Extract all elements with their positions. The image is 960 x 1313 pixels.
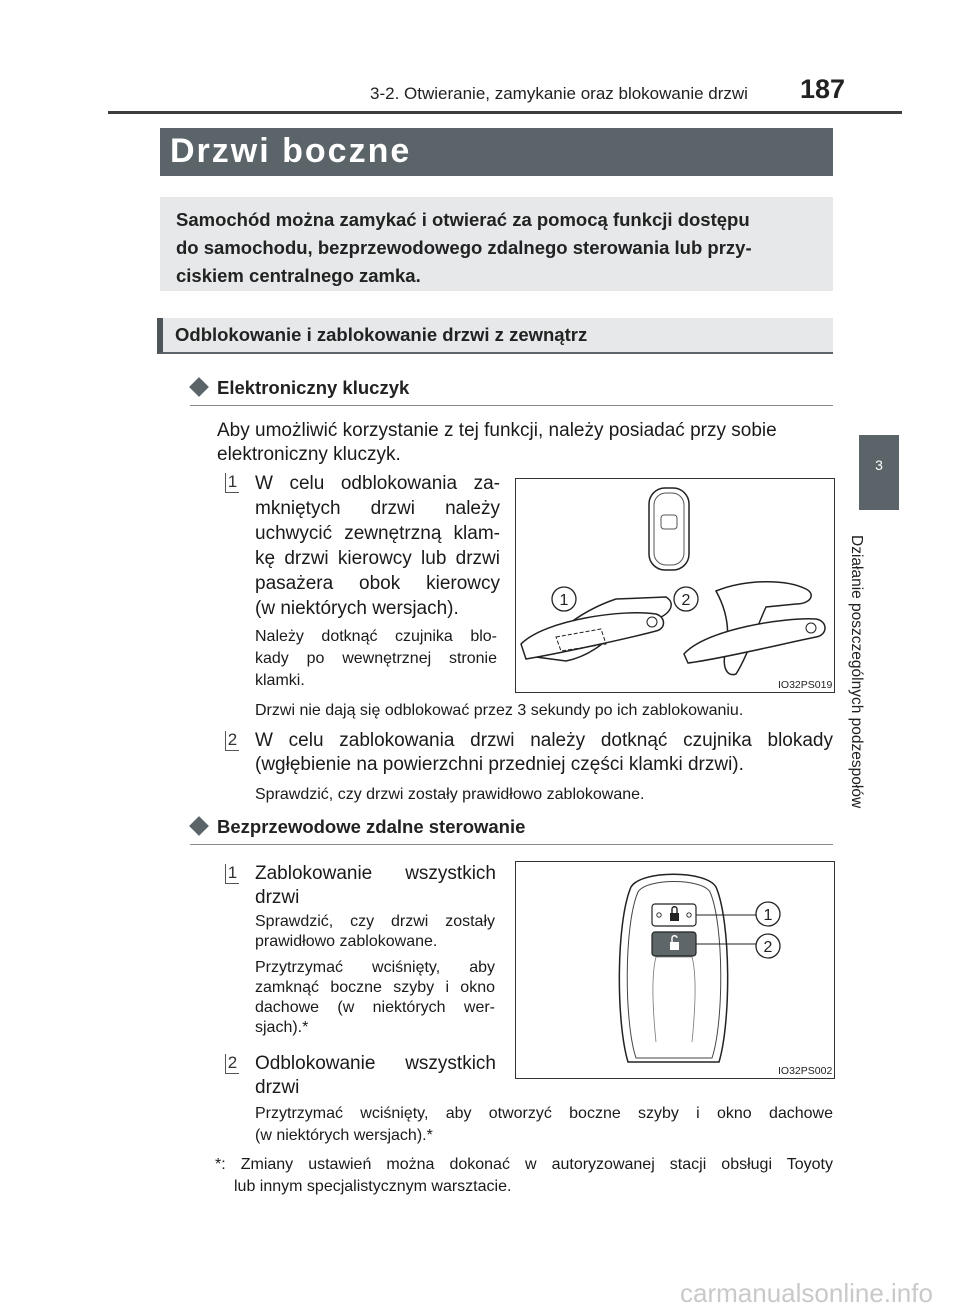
s1-item1-note-line: kady po wewnętrznej stronie (255, 650, 497, 667)
diamond-bullet-icon (189, 816, 209, 836)
section1-lead-line: Aby umożliwić korzystanie z tej funkcji, należy posiadać przy sobie (217, 420, 777, 441)
page-title: Drzwi boczne (170, 132, 412, 170)
page-number: 187 (800, 74, 846, 104)
s2-item1-note2-line: dachowe (w niektórych wer- (255, 999, 495, 1016)
s1-item1-note-line: Należy dotknąć czujnika blo- (255, 628, 497, 645)
s1-item1-line: mkniętych drzwi należy (255, 498, 500, 519)
s1-item1-note2: Drzwi nie dają się odblokować przez 3 sekundy po ich zablokowaniu. (255, 702, 744, 719)
s2-item2-line: drzwi (255, 1077, 300, 1098)
figure-code: IO32PS019 (778, 679, 833, 691)
intro-line: ciskiem centralnego zamka. (176, 265, 421, 286)
callout-2: 2 (763, 939, 773, 956)
s1-item2-note: Sprawdzić, czy drzwi zostały prawidłowo zablokowane. (255, 786, 645, 803)
s2-item1-line: drzwi (255, 887, 300, 908)
s2-item1-note2-line: zamknąć boczne szyby i okno (255, 979, 495, 996)
s1-item1-line: kę drzwi kierowcy lub drzwi (255, 548, 500, 569)
s1-item2-line: W celu zablokowania drzwi należy dotknąć czujnika blokady (255, 730, 833, 751)
diamond-bullet-icon (189, 377, 209, 397)
chapter-tab (859, 435, 899, 510)
callout-2: 2 (681, 592, 691, 609)
remote-key-figure (515, 861, 835, 1079)
item-number: 2 (225, 731, 239, 751)
item-number: 2 (225, 1054, 239, 1074)
s1-item1-line: (w niektórych wersjach). (255, 598, 459, 619)
section2-rule (190, 844, 833, 845)
chapter-number: 3 (875, 457, 883, 473)
s2-item1-note2-line: Przytrzymać wciśnięty, aby (255, 959, 495, 976)
s2-item2-line: Odblokowanie wszystkich (255, 1053, 496, 1074)
intro-line: Samochód można zamykać i otwierać za pomocą funkcji dostępu (176, 209, 750, 230)
s1-item1-line: W celu odblokowania za- (255, 473, 500, 494)
s2-item2-note-line: (w niektórych wersjach).* (255, 1127, 433, 1144)
page-title-bar (160, 128, 833, 176)
s1-item1-note-line: klamki. (255, 672, 305, 689)
section1-title: Elektroniczny kluczyk (217, 377, 410, 398)
item-number: 1 (225, 473, 239, 493)
watermark: carmanualsonline.info (680, 1278, 933, 1308)
s1-item1-line: pasażera obok kierowcy (255, 573, 500, 594)
chapter-title: Działanie poszczególnych podzespołów (848, 535, 865, 809)
section1-rule (190, 405, 833, 406)
running-header: 3-2. Otwieranie, zamykanie oraz blokowanie drzwi (370, 84, 748, 103)
item-number: 1 (225, 864, 239, 884)
s2-item1-note2-line: sjach).* (255, 1019, 309, 1036)
remote-key-illustration (516, 862, 833, 1077)
callout-1: 1 (763, 907, 773, 924)
intro-box (160, 197, 833, 291)
door-handle-illustration (516, 479, 833, 691)
header-rule (108, 111, 902, 114)
section1-lead-line: elektroniczny kluczyk. (217, 444, 401, 465)
s2-item1-note-line: Sprawdzić, czy drzwi zostały (255, 913, 495, 930)
footnote-line: *: Zmiany ustawień można dokonać w autoryzowanej stacji obsługi Toyoty (215, 1156, 833, 1173)
figure-code: IO32PS002 (778, 1065, 833, 1077)
intro-line: do samochodu, bezprzewodowego zdalnego sterowania lub przy- (176, 237, 752, 258)
s2-item1-note-line: prawidłowo zablokowane. (255, 933, 438, 950)
s2-item2-note-line: Przytrzymać wciśnięty, aby otworzyć boczne szyby i okno dachowe (255, 1105, 833, 1122)
s2-item1-line: Zablokowanie wszystkich (255, 863, 496, 884)
footnote-line: lub innym specjalistycznym warsztacie. (234, 1178, 512, 1195)
callout-1: 1 (559, 592, 569, 609)
intro-text (176, 206, 824, 290)
chapter-side-label (845, 535, 885, 865)
section2-title: Bezprzewodowe zdalne sterowanie (217, 816, 526, 837)
subheading-bar (157, 318, 833, 354)
subheading: Odblokowanie i zablokowanie drzwi z zewnątrz (175, 324, 588, 345)
s1-item1-line: uchwycić zewnętrzną klam- (255, 523, 500, 544)
s1-item2-line: (wgłębienie na powierzchni przedniej części klamki drzwi). (255, 754, 744, 775)
door-handle-figure (515, 478, 835, 693)
